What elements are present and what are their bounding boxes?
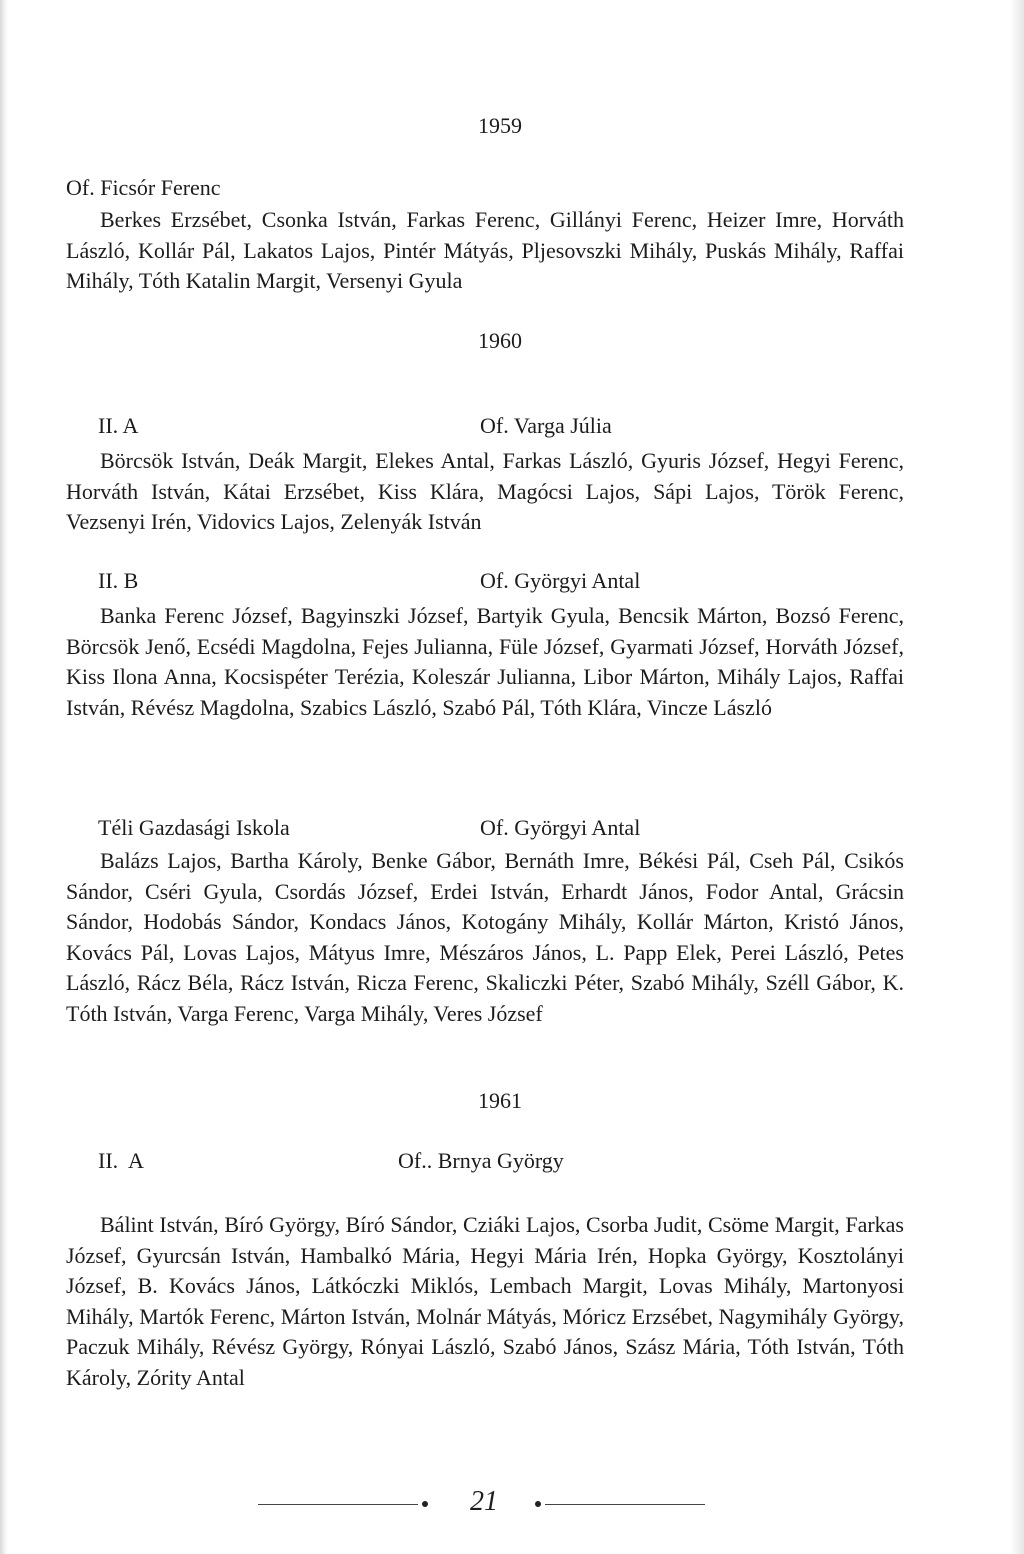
footer-dot-right [535,1501,541,1507]
class-teacher: Of. Varga Júlia [480,413,612,438]
year-heading-1960: 1960 [478,328,522,353]
class-teacher: Of. Györgyi Antal [480,568,641,593]
page-right-edge [1010,0,1024,1554]
class-label: II. A [98,1148,144,1173]
year-heading-1961: 1961 [478,1088,522,1113]
page-number: 21 [470,1486,498,1517]
student-list-1959: Berkes Erzsébet, Csonka István, Farkas Ferenc, Gillányi Ferenc, Heizer Imre, Horváth László, Kollár Pál, Lakatos Lajos, Pintér Mátyás, Pljesovszki Mihály, Puskás Mihály, Raffai Mihály, Tóth Katalin Margit, Versenyi Gyula [66,207,904,293]
student-list-1960-winter-school: Balázs Lajos, Bartha Károly, Benke Gábor, Bernáth Imre, Békési Pál, Cseh Pál, Csikós Sándor, Cséri Gyula, Csordás József, Erdei István, Erhardt János, Fodor Antal, Grácsin Sándor, Hodobás Sándor, Kondacs János, Kotogány Mihály, Kollár Márton, Kristó János, Kovács Pál, Lovas Lajos, Mátyus Imre, Mészáros János, L. Papp Elek, Perei László, Petes László, Rácz Béla, Rácz István, Ricza Ferenc, Skaliczki Péter, Szabó Mihály, Széll Gábor, K. Tóth István, Varga Ferenc, Varga Mihály, Veres József [66,848,904,1026]
footer-dot-left [422,1501,428,1507]
year-heading-1959: 1959 [478,113,522,138]
page-binding-edge [0,0,8,1554]
footer-rule-left [258,1504,418,1505]
student-list-1961-IIA: Bálint István, Bíró György, Bíró Sándor, Cziáki Lajos, Csorba Judit, Csöme Margit, Farkas József, Gyurcsán István, Hambalkó Mária, Hegyi Mária Irén, Hopka György, Kosztolányi József, B. Kovács János, Látkóczki Miklós, Lembach Margit, Lovas Mihály, Martonyosi Mihály, Martók Ferenc, Márton István, Molnár Mátyás, Móricz Erzsébet, Nagymihály György, Paczuk Mihály, Révész György, Rónyai László, Szabó János, Szász Mária, Tóth István, Tóth Károly, Zórity Antal [66,1212,904,1390]
student-list-1960-IIA: Börcsök István, Deák Margit, Elekes Antal, Farkas László, Gyuris József, Hegyi Ferenc, Horváth István, Kátai Erzsébet, Kiss Klára, Magócsi Lajos, Sápi Lajos, Török Ferenc, Vezsenyi Irén, Vidovics Lajos, Zelenyák István [66,448,904,534]
footer-rule-right [545,1504,705,1505]
class-teacher: Of. Györgyi Antal [480,815,641,840]
student-list-1960-IIB: Banka Ferenc József, Bagyinszki József, Bartyik Gyula, Bencsik Márton, Bozsó Ferenc, Börcsök Jenő, Ecsédi Magdolna, Fejes Julianna, Füle József, Gyarmati József, Horváth József, Kiss Ilona Anna, Kocsispéter Terézia, Koleszár Julianna, Libor Márton, Mihály Lajos, Raffai István, Révész Magdolna, Szabics László, Szabó Pál, Tóth Klára, Vincze László [66,603,904,720]
class-label: II. B [98,568,139,593]
class-label: Téli Gazdasági Iskola [98,815,290,840]
class-label: II. A [98,413,139,438]
class-teacher: Of. Ficsór Ferenc [66,175,221,200]
class-teacher: Of.. Brnya György [398,1148,564,1173]
